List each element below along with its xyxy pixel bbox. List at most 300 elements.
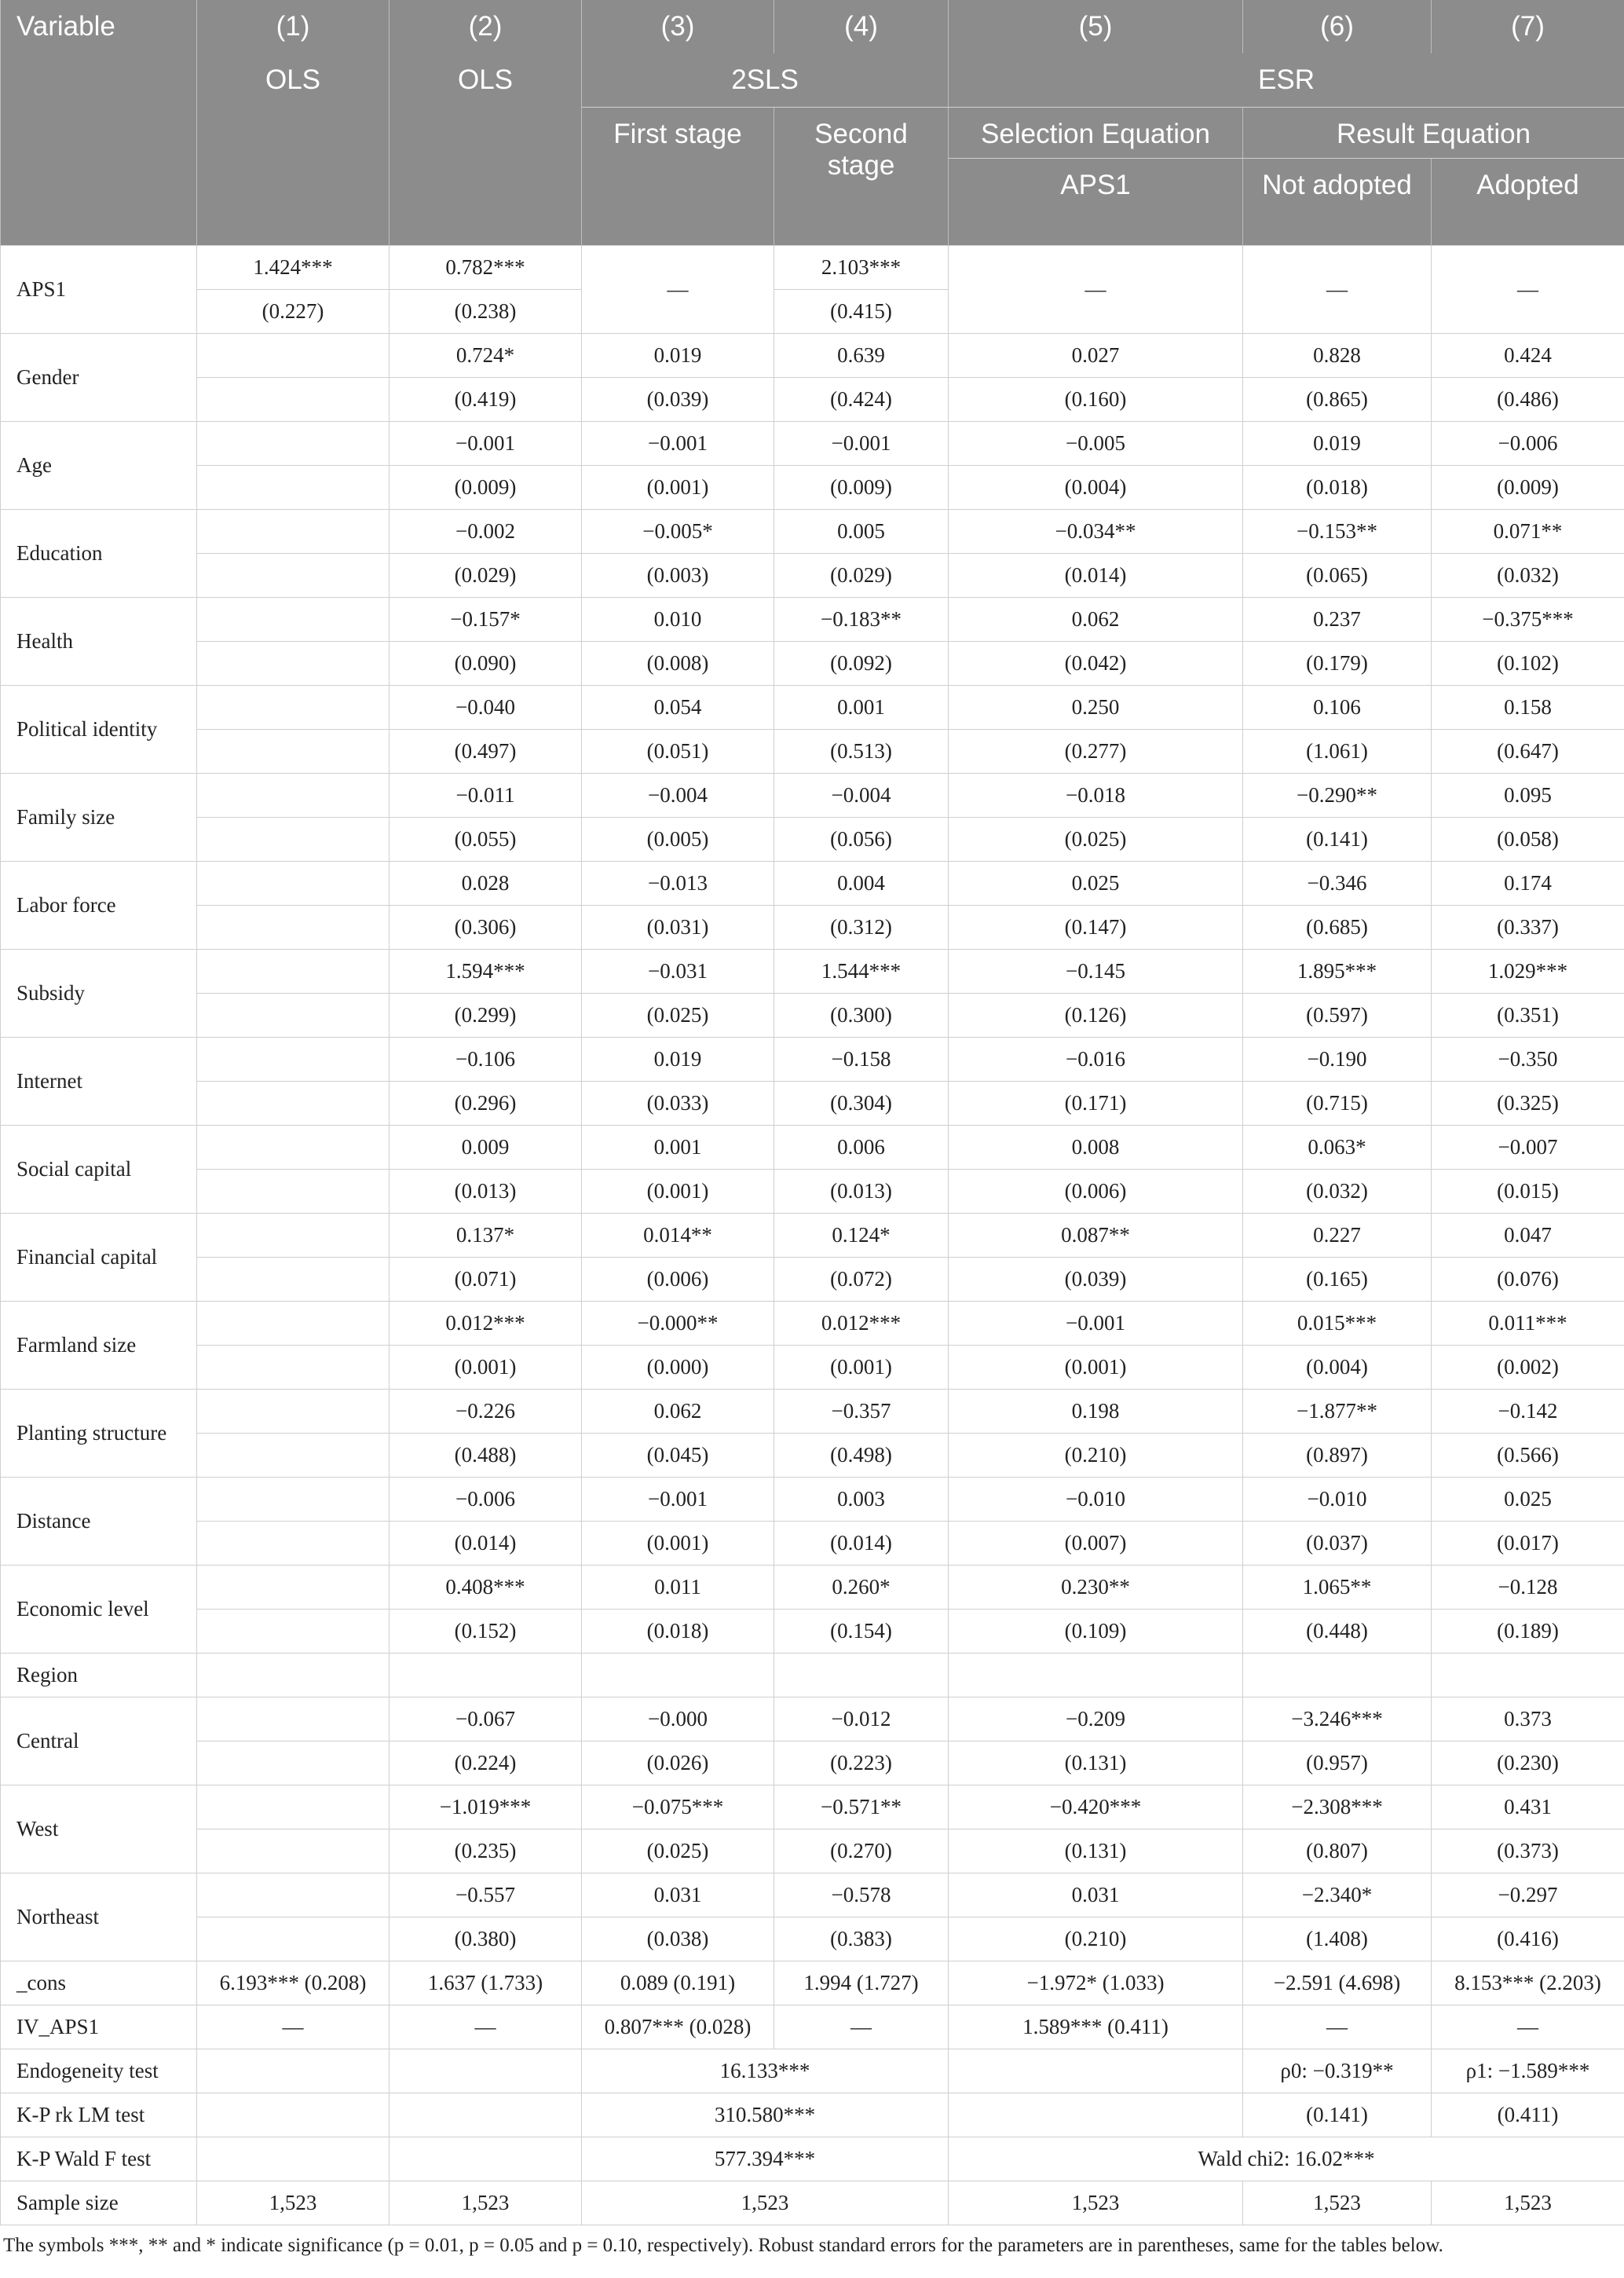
table-row-aps1 [1,246,1624,290]
cell-se: (0.223) [774,1741,949,1785]
cell-coef: −0.106 [390,1038,582,1082]
cell-se: (0.488) [390,1434,582,1478]
cell-coef: 0.431 [1432,1785,1624,1829]
table-row [1,334,1624,378]
cell-se: (0.026) [582,1741,774,1785]
cell-se: (0.013) [390,1170,582,1214]
cell-empty [197,1258,390,1302]
cell-se: (0.039) [582,378,774,422]
row-label: Distance [1,1478,197,1566]
cell-coef: 0.724* [390,334,582,378]
table-row-se [1,554,1624,598]
cell-coef: 0.019 [1243,422,1432,466]
table-row [1,950,1624,994]
cell-se: (0.383) [774,1917,949,1961]
cell-coef: −0.067 [390,1698,582,1741]
row-label: Internet [1,1038,197,1126]
cell-coef: −0.158 [774,1038,949,1082]
cell-empty [197,686,390,730]
header-col-5: (5) [949,0,1243,53]
cell-se: (0.296) [390,1082,582,1126]
cell-se: (0.039) [949,1258,1243,1302]
cell-se: (0.065) [1243,554,1432,598]
cell-se: (0.051) [582,730,774,774]
cell-coef: −0.075*** [582,1785,774,1829]
cell-empty [197,1390,390,1434]
table-row [1,1785,1624,1829]
cell-coef: −0.153** [1243,510,1432,554]
cell-coef: 0.054 [582,686,774,730]
cell-se: (0.897) [1243,1434,1432,1478]
row-label: Central [1,1698,197,1785]
header-first-stage: First stage [582,108,774,246]
cell-coef: 0.010 [582,598,774,642]
cell-empty [197,1126,390,1170]
cell-se: (0.373) [1432,1829,1624,1873]
table-row-se [1,906,1624,950]
cell-coef: 0.004 [774,862,949,906]
table-row-se [1,1346,1624,1390]
cell-coef: 0.012*** [774,1302,949,1346]
table-row-se [1,378,1624,422]
cell-coef: 0.025 [949,862,1243,906]
cell-empty [197,1522,390,1566]
cell-dash: — [1432,246,1624,334]
cell-coef: −2.308*** [1243,1785,1432,1829]
cell-coef: 0.001 [774,686,949,730]
cell-coef: 0.019 [582,334,774,378]
cell-se: (0.566) [1432,1434,1624,1478]
cell-se: (0.513) [774,730,949,774]
table-row [1,422,1624,466]
cell-se: (0.029) [774,554,949,598]
cell-se: (0.277) [949,730,1243,774]
cell-value: — [1432,2005,1624,2049]
table-row-kp-lm [1,2093,1624,2137]
header-result-equation: Result Equation [1243,108,1624,159]
cell-se: (0.056) [774,818,949,862]
cell-se: (0.351) [1432,994,1624,1038]
cell-se: (0.001) [390,1346,582,1390]
cell-coef: 0.031 [949,1873,1243,1917]
row-label: Sample size [1,2181,197,2225]
cell-value: 1,523 [390,2181,582,2225]
cell-coef: 0.014** [582,1214,774,1258]
cell-coef: −0.006 [1432,422,1624,466]
header-adopted: Adopted [1432,159,1624,246]
cell-se: (0.025) [582,1829,774,1873]
cell-coef: 0.106 [1243,686,1432,730]
row-label: Economic level [1,1566,197,1654]
header-col-1: (1) [197,0,390,53]
cell-coef: −0.001 [582,1478,774,1522]
cell-value: 1,523 [582,2181,949,2225]
row-label: K-P rk LM test [1,2093,197,2137]
cell-coef: −0.005* [582,510,774,554]
cell-coef: −0.190 [1243,1038,1432,1082]
cell-empty [197,554,390,598]
cell-se: (0.189) [1432,1610,1624,1654]
header-col-2: (2) [390,0,582,53]
cell-se: (0.230) [1432,1741,1624,1785]
table-row-sample-size [1,2181,1624,2225]
cell-se: (0.025) [949,818,1243,862]
row-label: Endogeneity test [1,2049,197,2093]
table-row [1,774,1624,818]
cell-value: 577.394*** [582,2137,949,2181]
cell-empty [197,334,390,378]
cell-empty [390,1654,582,1698]
cell-empty [197,1654,390,1698]
cell-coef: −0.183** [774,598,949,642]
table-row-se [1,1917,1624,1961]
cell-se: (0.045) [582,1434,774,1478]
table-row-cons [1,1961,1624,2005]
cell-coef: 0.011 [582,1566,774,1610]
header-not-adopted: Not adopted [1243,159,1432,246]
header-col-4: (4) [774,0,949,53]
cell-se: (0.018) [1243,466,1432,510]
cell-value: 1.994 (1.727) [774,1961,949,2005]
cell-coef: −0.557 [390,1873,582,1917]
cell-empty [197,950,390,994]
cell-se: (0.014) [774,1522,949,1566]
cell-se: (0.009) [1432,466,1624,510]
cell-coef: 0.174 [1432,862,1624,906]
cell-empty [197,1610,390,1654]
cell-se: (0.007) [949,1522,1243,1566]
table-row [1,1390,1624,1434]
cell-se: (0.685) [1243,906,1432,950]
cell-se: (0.498) [774,1434,949,1478]
cell-value: 16.133*** [582,2049,949,2093]
table-row-se [1,1434,1624,1478]
cell-empty [197,642,390,686]
cell-se: (0.014) [390,1522,582,1566]
table-row-se [1,818,1624,862]
cell-se: (0.210) [949,1917,1243,1961]
cell-se: (1.061) [1243,730,1432,774]
cell-se: (0.210) [949,1434,1243,1478]
cell-coef: −0.001 [582,422,774,466]
row-label: Northeast [1,1873,197,1961]
cell-se: (0.018) [582,1610,774,1654]
cell-coef: −0.578 [774,1873,949,1917]
cell-se: (0.715) [1243,1082,1432,1126]
row-label: Health [1,598,197,686]
cell-coef: −1.019*** [390,1785,582,1829]
table-row [1,1566,1624,1610]
cell-se: (0.017) [1432,1522,1624,1566]
row-label: Subsidy [1,950,197,1038]
cell-coef: −0.290** [1243,774,1432,818]
cell-coef: −0.010 [949,1478,1243,1522]
cell-se: (0.005) [582,818,774,862]
cell-se: (0.238) [390,290,582,334]
cell-se: (0.072) [774,1258,949,1302]
cell-se: (0.009) [774,466,949,510]
cell-se: (0.419) [390,378,582,422]
cell-empty [949,2049,1243,2093]
header-ols-2: OLS [390,53,582,246]
row-label: Age [1,422,197,510]
cell-rho0-se: (0.141) [1243,2093,1432,2137]
cell-value: 1,523 [1432,2181,1624,2225]
cell-empty [582,1654,774,1698]
table-body [1,246,1624,2225]
cell-coef: −0.346 [1243,862,1432,906]
cell-coef: 0.063* [1243,1126,1432,1170]
cell-coef: −3.246*** [1243,1698,1432,1741]
cell-coef: 0.124* [774,1214,949,1258]
cell-value: 0.089 (0.191) [582,1961,774,2005]
cell-coef: −0.226 [390,1390,582,1434]
table-row-kp-wald [1,2137,1624,2181]
cell-se: (0.126) [949,994,1243,1038]
cell-coef: −0.001 [949,1302,1243,1346]
cell-rho1: ρ1: −1.589*** [1432,2049,1624,2093]
cell-coef: −0.297 [1432,1873,1624,1917]
cell-wald-chi2: Wald chi2: 16.02*** [949,2137,1624,2181]
cell-se: (0.033) [582,1082,774,1126]
cell-coef: 0.012*** [390,1302,582,1346]
cell-dash: — [1243,246,1432,334]
cell-se: (0.001) [582,1170,774,1214]
cell-se: (0.071) [390,1258,582,1302]
row-label: West [1,1785,197,1873]
table-row-se [1,1829,1624,1873]
cell-coef: 0.828 [1243,334,1432,378]
table-header [1,0,1624,246]
header-esr: ESR [949,53,1624,108]
cell-se: (0.001) [582,466,774,510]
cell-coef: 0.373 [1432,1698,1624,1741]
table-row-se [1,1082,1624,1126]
cell-empty [197,510,390,554]
cell-coef: 1.029*** [1432,950,1624,994]
cell-se: (0.008) [582,642,774,686]
cell-value: 1,523 [1243,2181,1432,2225]
cell-coef: 0.006 [774,1126,949,1170]
cell-value: 6.193*** (0.208) [197,1961,390,2005]
cell-coef: −0.350 [1432,1038,1624,1082]
cell-se: (0.597) [1243,994,1432,1038]
cell-coef: 0.087** [949,1214,1243,1258]
cell-se: (0.235) [390,1829,582,1873]
cell-coef: −0.571** [774,1785,949,1829]
cell-value: 1,523 [197,2181,390,2225]
table-row-se [1,1522,1624,1566]
cell-se: (0.032) [1243,1170,1432,1214]
table-footnote: The symbols ***, ** and * indicate significance (p = 0.01, p = 0.05 and p = 0.10, respectively). Robust standard errors for the parameters are in parentheses, same for the tables below. [3,2235,1443,2256]
cell-coef: 0.001 [582,1126,774,1170]
cell-coef: 0.062 [949,598,1243,642]
cell-coef: 1.544*** [774,950,949,994]
cell-se: (0.004) [949,466,1243,510]
cell-se: (0.486) [1432,378,1624,422]
cell-coef: 1.065** [1243,1566,1432,1610]
table-row-iv [1,2005,1624,2049]
table-row-se [1,466,1624,510]
cell-empty [197,1829,390,1873]
cell-rho0: ρ0: −0.319** [1243,2049,1432,2093]
cell-se: (0.076) [1432,1258,1624,1302]
cell-empty [197,1785,390,1829]
table-row-se [1,994,1624,1038]
cell-se: (0.171) [949,1082,1243,1126]
cell-coef: −0.004 [582,774,774,818]
cell-se: (0.004) [1243,1346,1432,1390]
header-col-6: (6) [1243,0,1432,53]
table-row [1,1478,1624,1522]
cell-empty [949,2093,1243,2137]
cell-empty [1243,1654,1432,1698]
cell-se: (0.031) [582,906,774,950]
cell-empty [949,1654,1243,1698]
cell-se: (0.957) [1243,1741,1432,1785]
cell-se: (0.415) [774,290,949,334]
cell-dash: — [949,246,1243,334]
cell-coef: 0.015*** [1243,1302,1432,1346]
row-label: Education [1,510,197,598]
row-label: Gender [1,334,197,422]
cell-se: (0.647) [1432,730,1624,774]
cell-se: (0.001) [582,1522,774,1566]
cell-coef: 0.062 [582,1390,774,1434]
row-label: Family size [1,774,197,862]
cell-coef: −0.011 [390,774,582,818]
cell-empty [1432,1654,1624,1698]
cell-se: (0.497) [390,730,582,774]
row-label: Political identity [1,686,197,774]
cell-coef: 0.019 [582,1038,774,1082]
cell-se: (0.380) [390,1917,582,1961]
header-selection-equation: Selection Equation [949,108,1243,159]
cell-se: (0.448) [1243,1610,1432,1654]
cell-se: (0.042) [949,642,1243,686]
cell-coef: 0.031 [582,1873,774,1917]
table-row-region [1,1654,1624,1698]
cell-empty [197,1434,390,1478]
cell-se: (0.270) [774,1829,949,1873]
cell-se: (0.179) [1243,642,1432,686]
cell-empty [774,1654,949,1698]
table-row [1,598,1624,642]
cell-coef: −0.420*** [949,1785,1243,1829]
table-row-se [1,1258,1624,1302]
cell-coef: 0.227 [1243,1214,1432,1258]
cell-coef: 0.158 [1432,686,1624,730]
cell-se: (0.102) [1432,642,1624,686]
cell-coef: −0.016 [949,1038,1243,1082]
cell-coef: 0.003 [774,1478,949,1522]
cell-empty [197,1698,390,1741]
table-row [1,1126,1624,1170]
cell-value: 310.580*** [582,2093,949,2137]
cell-coef: −0.145 [949,950,1243,994]
cell-se: (0.109) [949,1610,1243,1654]
table-row [1,686,1624,730]
cell-empty [197,994,390,1038]
table-row [1,1038,1624,1082]
cell-coef: −0.001 [774,422,949,466]
table-row-se [1,1170,1624,1214]
cell-se: (0.038) [582,1917,774,1961]
cell-coef: −0.142 [1432,1390,1624,1434]
cell-se: (0.165) [1243,1258,1432,1302]
cell-value: — [390,2005,582,2049]
cell-se: (0.000) [582,1346,774,1390]
cell-coef: 0.095 [1432,774,1624,818]
cell-coef: −0.002 [390,510,582,554]
cell-se: (0.160) [949,378,1243,422]
cell-se: (0.013) [774,1170,949,1214]
cell-coef: −0.010 [1243,1478,1432,1522]
cell-value: 8.153*** (2.203) [1432,1961,1624,2005]
cell-coef: 1.895*** [1243,950,1432,994]
cell-empty [197,1478,390,1522]
cell-empty [197,1302,390,1346]
cell-coef: 0.008 [949,1126,1243,1170]
cell-coef: 0.025 [1432,1478,1624,1522]
cell-se: (0.224) [390,1741,582,1785]
cell-coef: −0.004 [774,774,949,818]
cell-coef: 0.005 [774,510,949,554]
row-label: _cons [1,1961,197,2005]
cell-coef: −0.012 [774,1698,949,1741]
cell-se: (0.015) [1432,1170,1624,1214]
cell-value: — [774,2005,949,2049]
cell-empty [197,378,390,422]
cell-coef: −0.031 [582,950,774,994]
table-row [1,510,1624,554]
cell-value: 0.807*** (0.028) [582,2005,774,2049]
table-row-se [1,1610,1624,1654]
cell-empty [197,818,390,862]
cell-empty [197,2049,390,2093]
cell-se: (0.306) [390,906,582,950]
cell-se: (0.014) [949,554,1243,598]
cell-se: (0.299) [390,994,582,1038]
cell-coef: 0.639 [774,334,949,378]
cell-empty [390,2093,582,2137]
cell-se: (0.131) [949,1829,1243,1873]
cell-empty [197,1170,390,1214]
cell-coef: −0.001 [390,422,582,466]
cell-coef: 0.237 [1243,598,1432,642]
cell-value: −1.972* (1.033) [949,1961,1243,2005]
cell-coef: 0.230** [949,1566,1243,1610]
cell-coef: 0.028 [390,862,582,906]
cell-coef: 0.011*** [1432,1302,1624,1346]
cell-coef: 0.047 [1432,1214,1624,1258]
cell-coef: −0.007 [1432,1126,1624,1170]
cell-value: −2.591 (4.698) [1243,1961,1432,2005]
table-row [1,1698,1624,1741]
cell-se: (0.058) [1432,818,1624,862]
cell-empty [197,1873,390,1917]
cell-empty [197,1566,390,1610]
cell-coef: 0.250 [949,686,1243,730]
header-aps1: APS1 [949,159,1243,246]
cell-se: (0.807) [1243,1829,1432,1873]
cell-se: (0.037) [1243,1522,1432,1566]
cell-se: (0.029) [390,554,582,598]
row-label: Region [1,1654,197,1698]
cell-empty [197,466,390,510]
cell-se: (0.227) [197,290,390,334]
cell-coef: 0.260* [774,1566,949,1610]
